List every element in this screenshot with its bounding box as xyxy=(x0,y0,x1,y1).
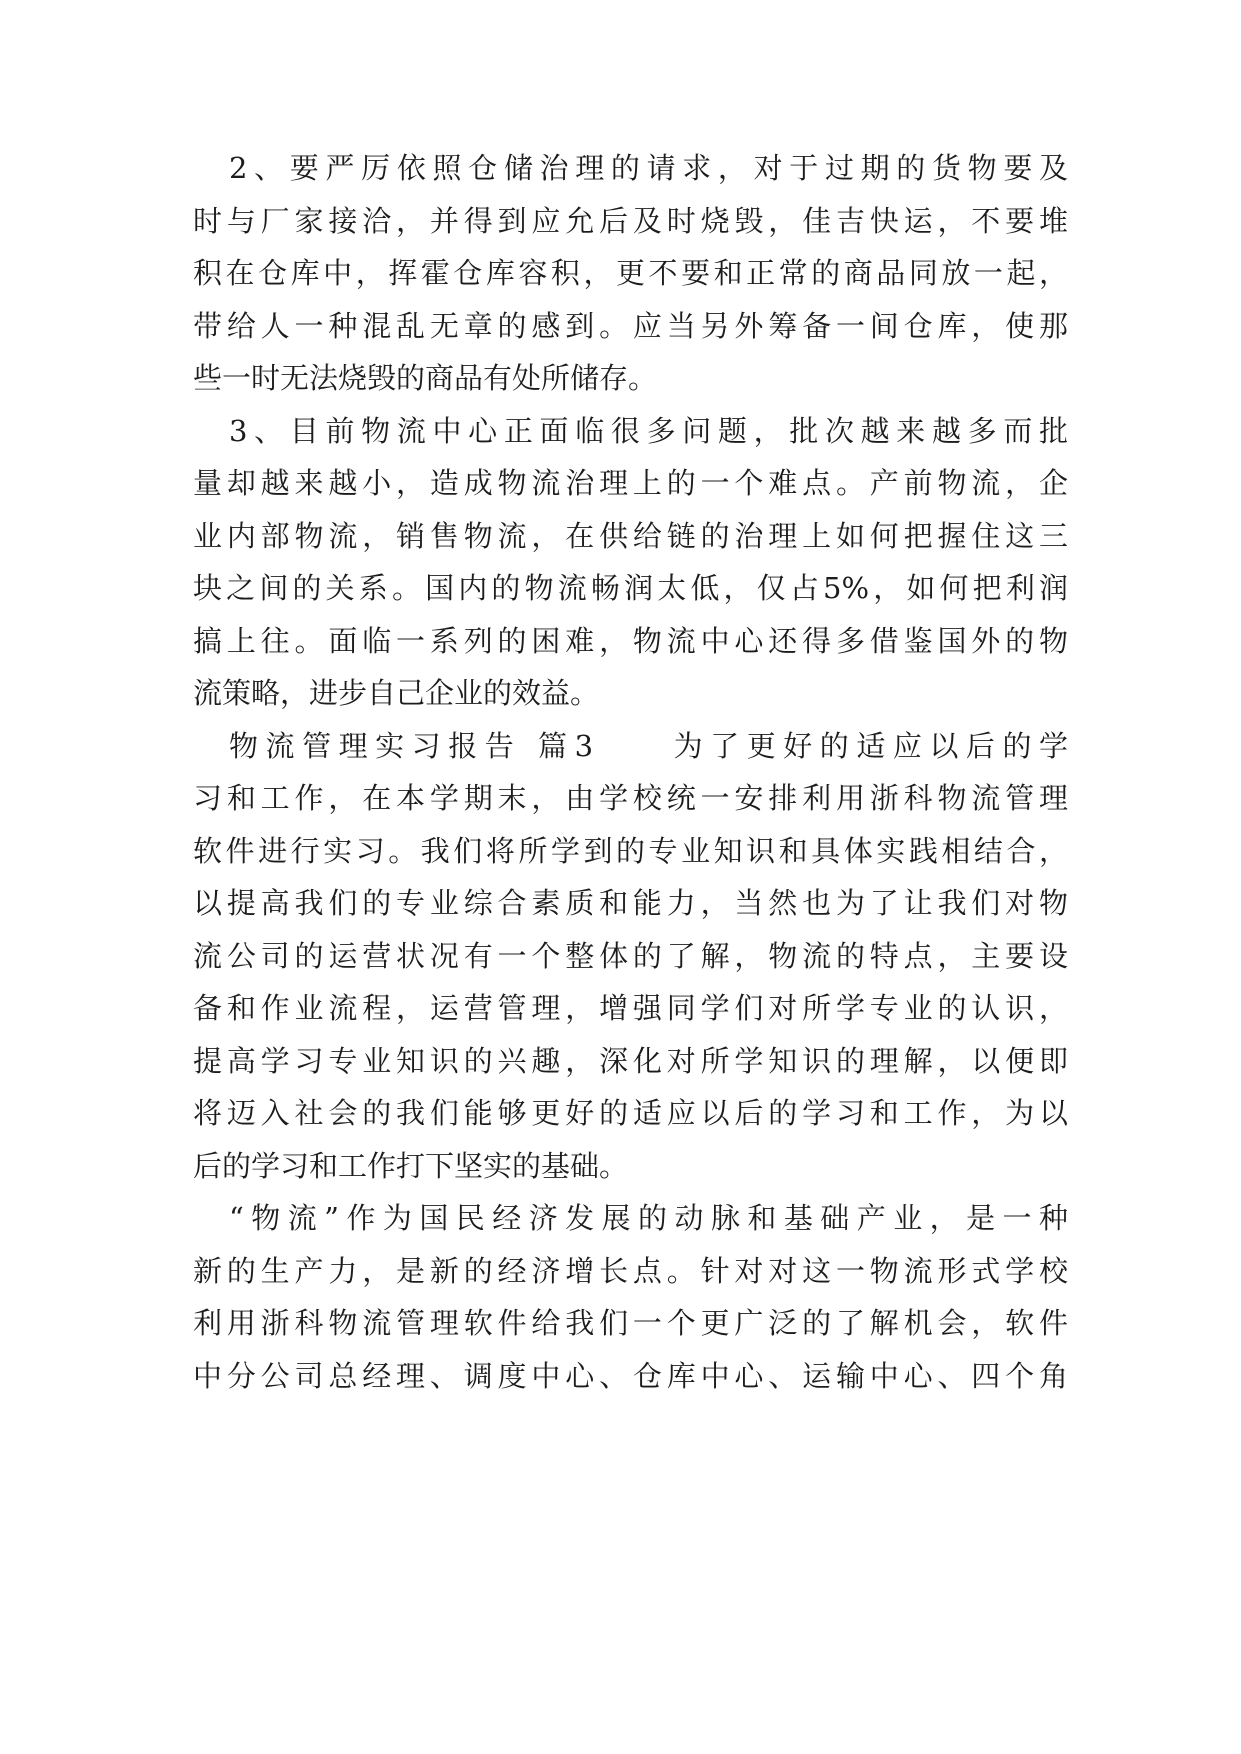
paragraph-4 xyxy=(193,1192,1068,1402)
text-line: 习和工作，在本学期末，由学校统一安排利用浙科物流管理 xyxy=(193,781,1068,815)
paragraph-3 xyxy=(193,720,1068,1193)
text-line: 提高学习专业知识的兴趣，深化对所学知识的理解，以便即 xyxy=(193,1043,1068,1078)
document-page xyxy=(193,142,1068,1402)
paragraph-2 xyxy=(193,405,1068,720)
text-line: 利用浙科物流管理软件给我们一个更广泛的了解机会，软件 xyxy=(193,1306,1068,1340)
text-line: 2、要严厉依照仓储治理的请求，对于过期的货物要及 xyxy=(229,151,1068,185)
text-line: 量却越来越小，造成物流治理上的一个难点。产前物流，企 xyxy=(193,466,1068,500)
section-heading-line: 物流管理实习报告 篇3 为了更好的适应以后的学 xyxy=(229,728,1068,763)
text-line: 3、目前物流中心正面临很多问题，批次越来越多而批 xyxy=(229,413,1068,448)
text-line: 以提高我们的专业综合素质和能力，当然也为了让我们对物 xyxy=(193,886,1068,920)
text-line: “物流”作为国民经济发展的动脉和基础产业，是一种 xyxy=(229,1201,1068,1235)
text-line: 软件进行实习。我们将所学到的专业知识和具体实践相结合， xyxy=(193,833,1068,868)
text-line: 时与厂家接洽，并得到应允后及时烧毁，佳吉快运，不要堆 xyxy=(193,203,1068,238)
text-line: 积在仓库中，挥霍仓库容积，更不要和正常的商品同放一起， xyxy=(193,256,1068,290)
text-line: 业内部物流，销售物流，在供给链的治理上如何把握住这三 xyxy=(193,518,1068,553)
text-line: 将迈入社会的我们能够更好的适应以后的学习和工作，为以 xyxy=(193,1096,1068,1130)
text-line: 流策略，进步自己企业的效益。 xyxy=(193,676,600,710)
text-line: 后的学习和工作打下坚实的基础。 xyxy=(193,1148,629,1183)
text-line: 块之间的关系。国内的物流畅润太低，仅占5%，如何把利润 xyxy=(193,571,1068,605)
text-line: 些一时无法烧毁的商品有处所储存。 xyxy=(193,361,658,395)
text-line: 中分公司总经理、调度中心、仓库中心、运输中心、四个角 xyxy=(193,1358,1068,1393)
text-line: 搞上往。面临一系列的困难，物流中心还得多借鉴国外的物 xyxy=(193,623,1068,658)
text-line: 流公司的运营状况有一个整体的了解，物流的特点，主要设 xyxy=(193,938,1068,973)
text-line: 新的生产力，是新的经济增长点。针对对这一物流形式学校 xyxy=(193,1253,1068,1288)
text-line: 带给人一种混乱无章的感到。应当另外筹备一间仓库，使那 xyxy=(193,308,1068,343)
paragraph-1 xyxy=(193,142,1068,405)
text-line: 备和作业流程，运营管理，增强同学们对所学专业的认识， xyxy=(193,991,1068,1025)
